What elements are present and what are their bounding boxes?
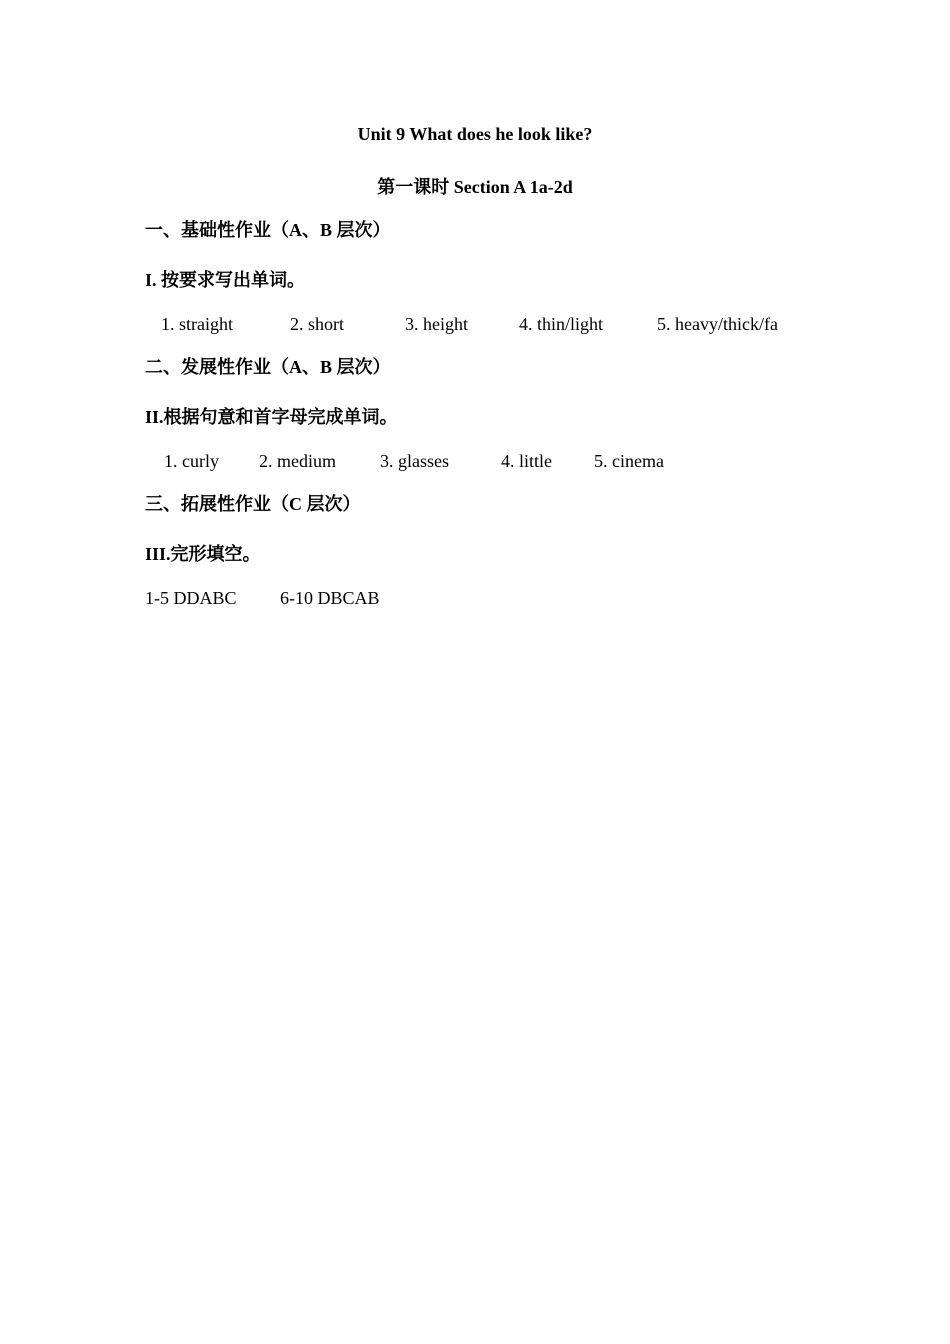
answer-item: 3. height xyxy=(405,314,468,334)
answer-item: 6-10 DBCAB xyxy=(280,588,380,608)
answer-item: 2. short xyxy=(290,314,344,334)
answer-item: 5. cinema xyxy=(594,451,664,471)
exercise-1-answers xyxy=(0,313,950,337)
exercise-2-answers xyxy=(0,450,950,474)
answer-item: 4. little xyxy=(501,451,552,471)
lesson-title: 第一课时 Section A 1a-2d xyxy=(377,177,573,197)
exercise-2-title: II.根据句意和首字母完成单词。 xyxy=(145,407,398,427)
answer-item: 1-5 DDABC xyxy=(145,588,237,608)
answer-item: 1. curly xyxy=(164,451,219,471)
section-develop-heading: 二、发展性作业（A、B 层次） xyxy=(145,357,391,377)
exercise-1-title: I. 按要求写出单词。 xyxy=(145,270,306,290)
section-extend-heading: 三、拓展性作业（C 层次） xyxy=(145,494,361,514)
answer-item: 3. glasses xyxy=(380,451,449,471)
exercise-3-title: III.完形填空。 xyxy=(145,544,261,564)
document-title: Unit 9 What does he look like? xyxy=(357,124,593,144)
exercise-3-answers xyxy=(0,587,950,611)
answer-item: 2. medium xyxy=(259,451,336,471)
answer-item: 4. thin/light xyxy=(519,314,604,334)
section-basic-heading: 一、基础性作业（A、B 层次） xyxy=(145,220,391,240)
answer-item: 1. straight xyxy=(161,314,233,334)
answer-item: 5. heavy/thick/fa xyxy=(657,314,778,334)
